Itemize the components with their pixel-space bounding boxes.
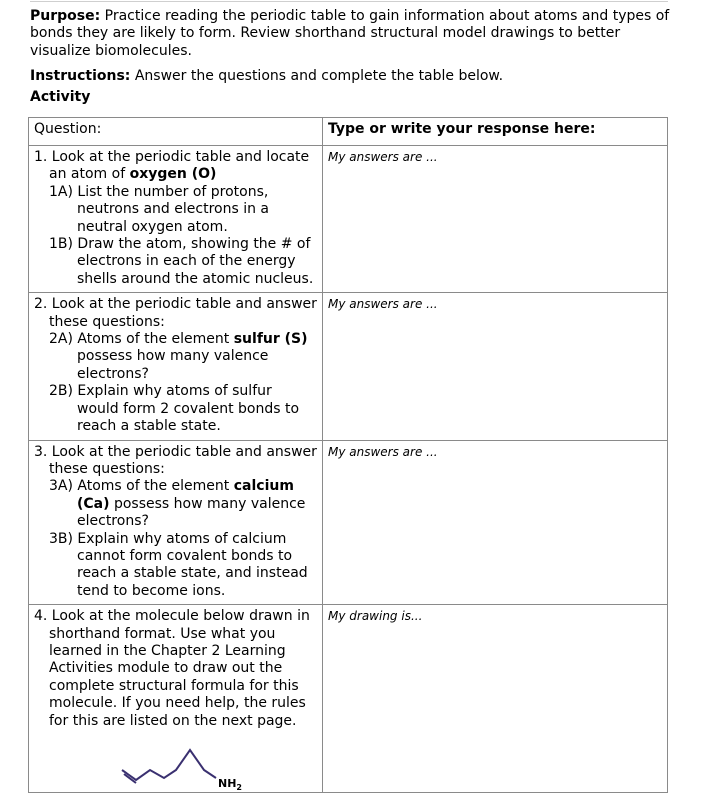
purpose-text: Practice reading the periodic table to gain information about atoms and types of bonds they are likely to form. Review shorthand structural model drawings to better visualize biomolecules. (30, 8, 670, 59)
molecule-bonds (122, 750, 216, 780)
question-2a-text: 2A) Atoms of the element (49, 331, 234, 348)
activity-heading: Activity (30, 89, 91, 105)
instructions-text: Answer the questions and complete the table below. (130, 68, 504, 84)
question-2a-bold: sulfur (S) (233, 331, 308, 348)
response-3-field[interactable]: My answers are ... (323, 440, 668, 605)
question-3a-tail: possess how many valence electrons? (77, 495, 306, 530)
instructions-paragraph (30, 68, 503, 85)
instructions-label: Instructions: (30, 68, 131, 84)
top-rule (30, 1, 668, 2)
question-1a: 1A) List the number of protons, neutrons and electrons in a neutral oxygen atom. (49, 183, 269, 235)
response-column-header: Type or write your response here: (323, 118, 668, 146)
question-3a-text: 3A) Atoms of the element (49, 478, 234, 495)
table-row (29, 440, 668, 605)
table-row (29, 293, 668, 440)
question-3a (34, 478, 317, 530)
question-4-main: 4. Look at the molecule below drawn in shorthand format. Use what you learned in the Chapter 2 Learning Activities module to draw out the complete structural formula for this molecule. If you need help, the rules for this are listed on the next page. (34, 608, 310, 729)
table-header-row (29, 118, 668, 146)
purpose-label: Purpose: (30, 8, 101, 24)
response-2-field[interactable]: My answers are ... (323, 293, 668, 440)
molecule-amine-label: $NH_2$ (218, 777, 242, 792)
response-4-field[interactable]: My drawing is... (323, 605, 668, 793)
question-3-cell (29, 440, 323, 605)
question-column-header: Question: (29, 118, 323, 146)
question-3a-bold: calcium (233, 478, 294, 495)
question-3b: 3B) Explain why atoms of calcium cannot form covalent bonds to reach a stable state, and instead tend to become ions. (49, 530, 308, 599)
question-2-cell (29, 293, 323, 440)
question-1-text: 1. Look at the periodic table and locate an atom of (34, 149, 310, 183)
activity-table (28, 117, 668, 793)
question-1b: 1B) Draw the atom, showing the # of electrons in each of the energy shells around the atomic nucleus. (49, 236, 314, 287)
question-2a-tail: possess how many valence electrons? (77, 348, 269, 382)
question-1-main (34, 149, 317, 184)
table-row (29, 605, 668, 793)
question-3-main: 3. Look at the periodic table and answer these questions: (34, 443, 317, 477)
question-2-main: 2. Look at the periodic table and answer these questions: (34, 296, 317, 330)
purpose-paragraph (30, 8, 675, 60)
table-row (29, 146, 668, 293)
question-3a-bold-symbol: (Ca) (77, 495, 110, 512)
question-2a (34, 331, 317, 383)
question-1-bold: oxygen (O) (129, 166, 217, 183)
response-1-field[interactable]: My answers are ... (323, 146, 668, 293)
question-1-cell (29, 146, 323, 293)
question-4-cell (29, 605, 323, 793)
molecule-structure-icon (114, 748, 242, 792)
question-2b: 2B) Explain why atoms of sulfur would form 2 covalent bonds to reach a stable state. (49, 383, 300, 435)
